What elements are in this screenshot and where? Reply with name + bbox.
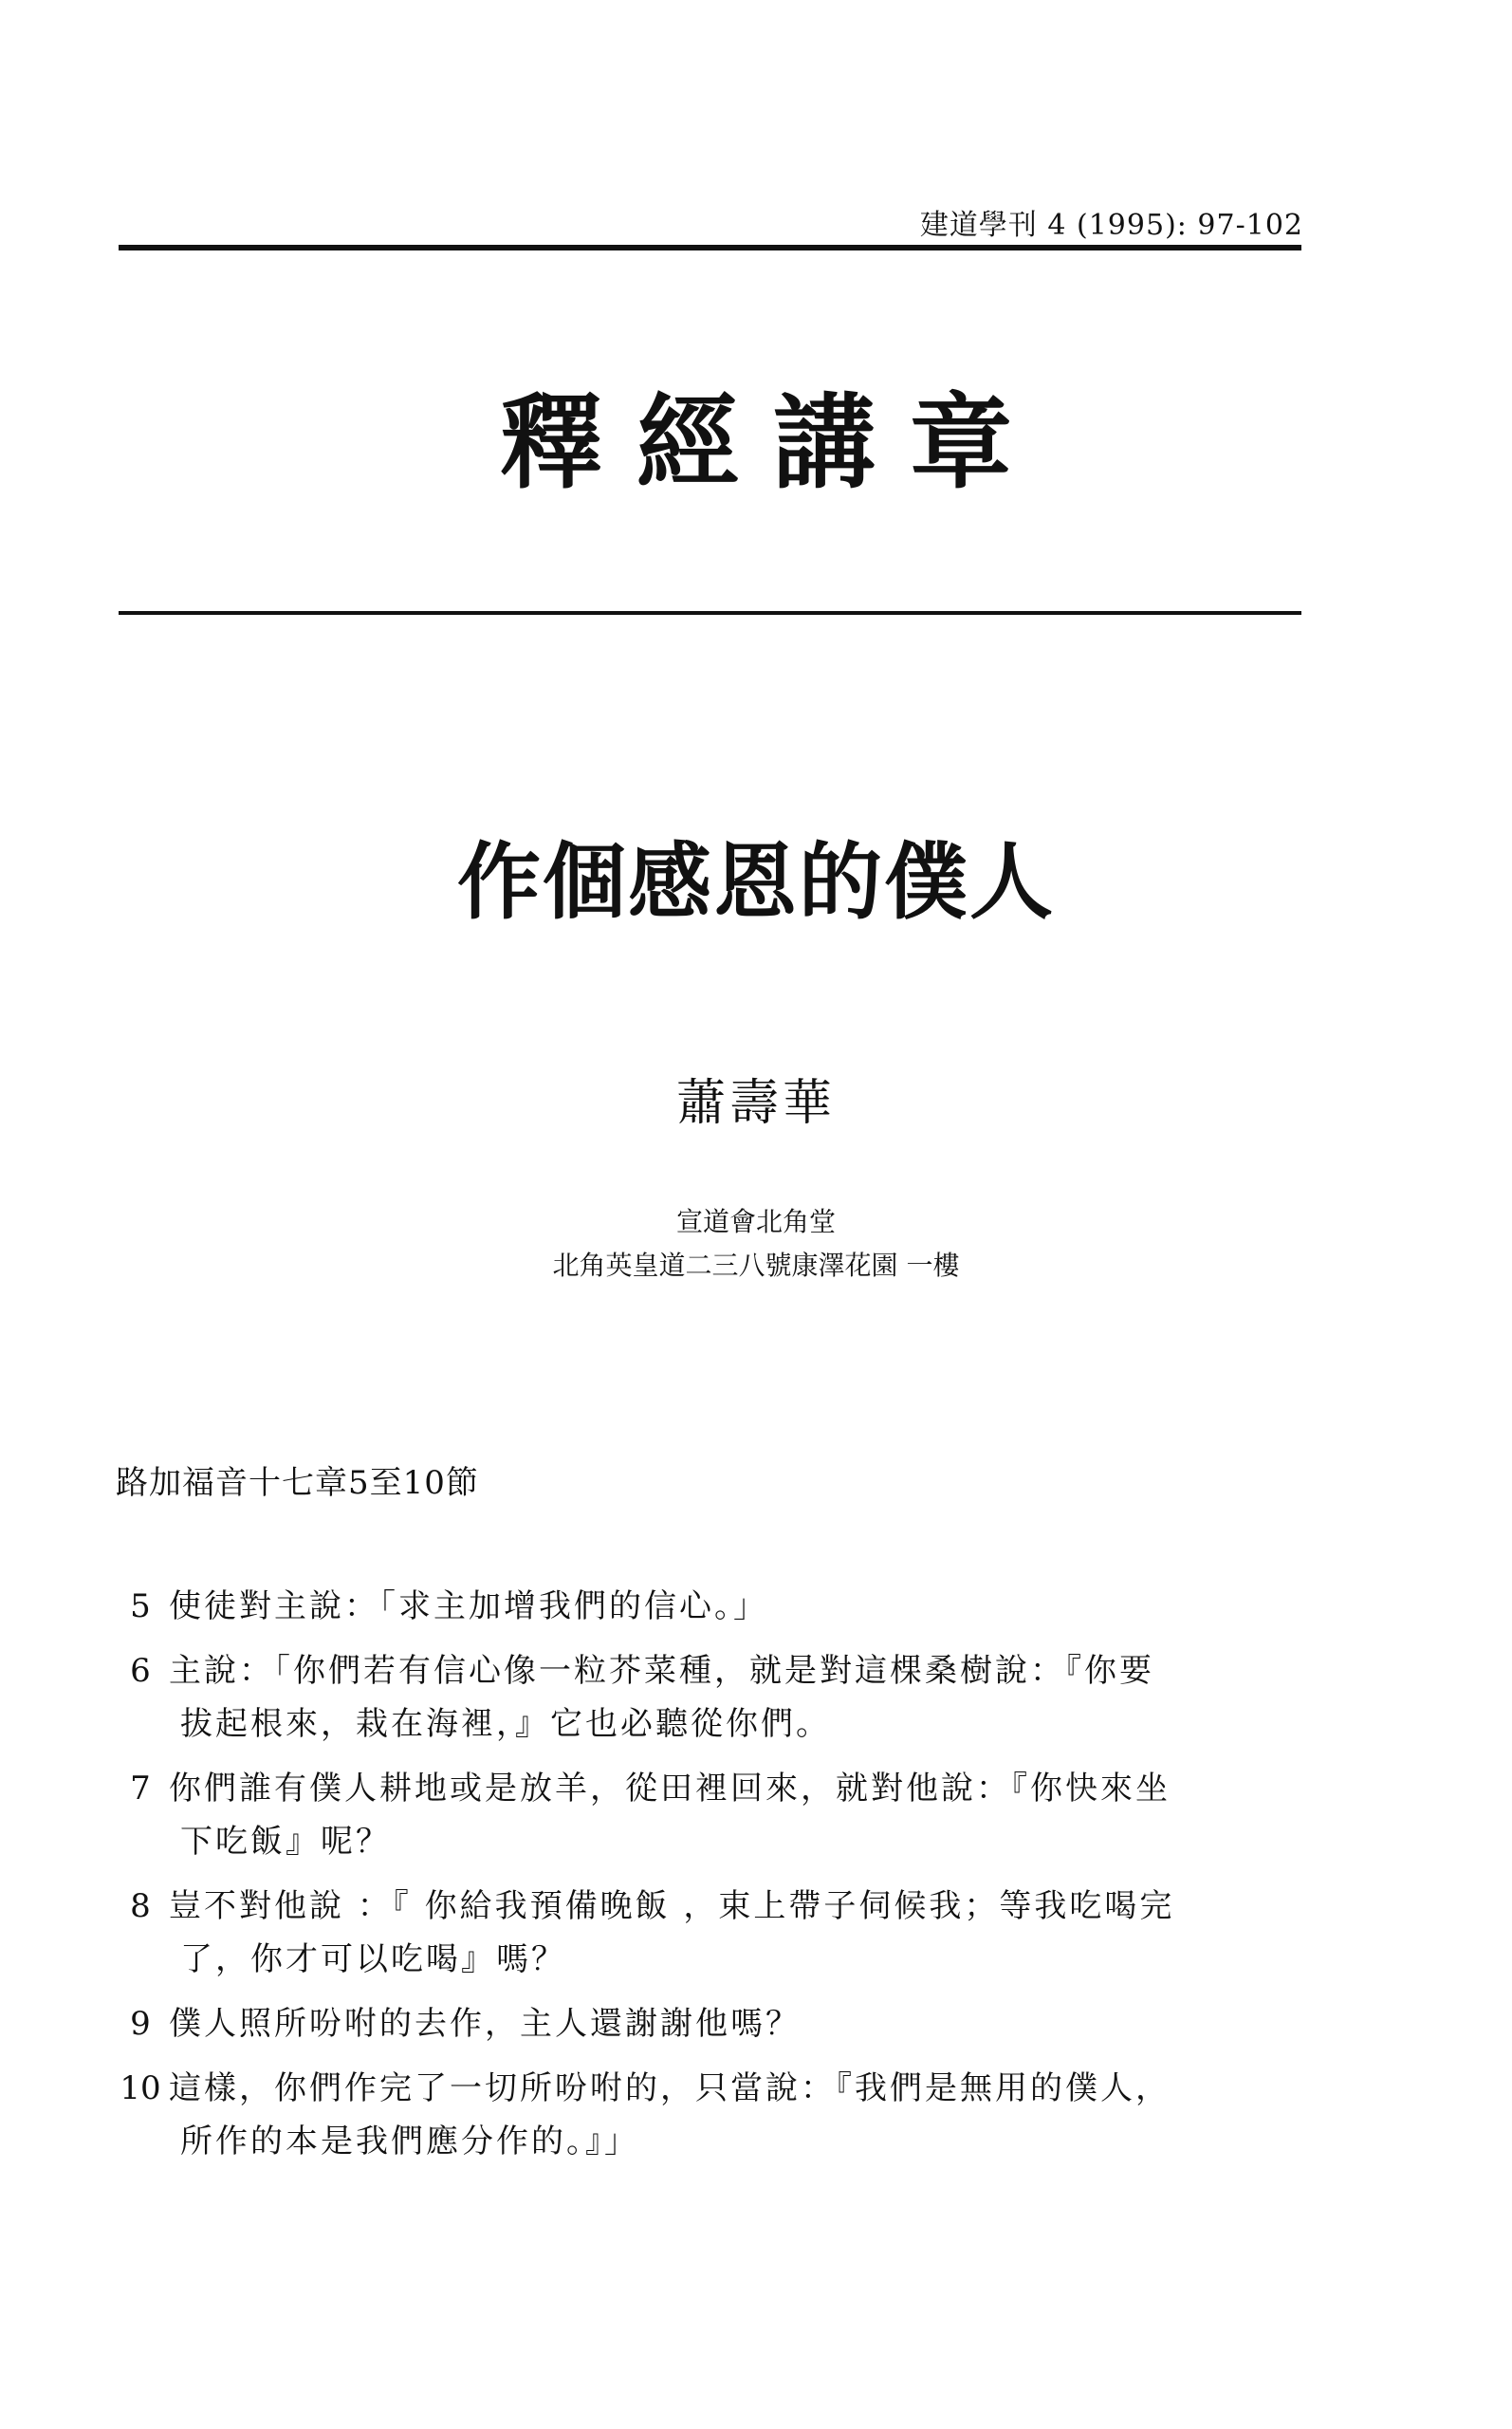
verse-item — [112, 2062, 1307, 2168]
verse-line: 主說：「你們若有信心像一粒芥菜種，就是對這棵桑樹說：『你要 — [169, 1652, 1154, 1690]
verse-line: 僕人照所吩咐的去作，主人還謝謝他嗎？ — [169, 2005, 801, 2043]
verse-number: 5 — [130, 1587, 151, 1625]
verse-text — [169, 1762, 1307, 1868]
verse-number: 10 — [120, 2069, 161, 2107]
author-name: 蕭壽華 — [675, 1075, 836, 1132]
verse-text — [169, 1644, 1307, 1751]
affiliation-line-church: 宣道會北角堂 — [675, 1206, 836, 1237]
verse-item — [112, 1880, 1307, 1986]
author-affiliation — [0, 1200, 1512, 1288]
verse-text — [169, 1997, 1307, 2050]
verse-line: 拔起根來，栽在海裡，』它也必聽從你們。 — [180, 1705, 831, 1743]
scripture-reference: 路加福音十七章5至10節 — [116, 1464, 479, 1502]
affiliation-line-address: 北角英皇道二三八號康澤花園 一樓 — [552, 1250, 960, 1281]
section-title: 釋經講章 — [499, 384, 1046, 503]
verse-item — [112, 1580, 1307, 1633]
verse-item — [112, 1997, 1307, 2050]
verse-line: 使徒對主說：「求主加增我們的信心。」 — [169, 1587, 768, 1625]
section-rule — [119, 611, 1301, 615]
verse-text — [169, 2062, 1307, 2168]
verse-number: 8 — [130, 1887, 151, 1925]
verse-line: 這樣，你們作完了一切所吩咐的，只當說：『我們是無用的僕人， — [169, 2069, 1171, 2107]
verse-number: 6 — [130, 1652, 151, 1690]
verse-number: 7 — [130, 1770, 151, 1808]
verse-line: 下吃飯』呢？ — [180, 1823, 391, 1861]
verse-item — [112, 1644, 1307, 1751]
verse-list — [112, 1580, 1307, 2179]
verse-item — [112, 1762, 1307, 1868]
verse-line: 你們誰有僕人耕地或是放羊，從田裡回來，就對他說：『你快來坐 — [169, 1770, 1171, 1808]
verse-text — [169, 1580, 1307, 1633]
journal-reference: 建道學刊 4 (1995): 97-102 — [919, 209, 1303, 242]
verse-text — [169, 1880, 1307, 1986]
top-rule — [119, 245, 1301, 250]
verse-line: 了，你才可以吃喝』嗎？ — [180, 1940, 566, 1978]
verse-line: 豈不對他說 ：『 你給我預備晚飯 ，束上帶子伺候我；等我吃喝完 — [169, 1887, 1175, 1925]
verse-number: 9 — [130, 2005, 151, 2043]
verse-line: 所作的本是我們應分作的。』」 — [180, 2123, 639, 2160]
article-title: 作個感恩的僕人 — [456, 833, 1055, 931]
